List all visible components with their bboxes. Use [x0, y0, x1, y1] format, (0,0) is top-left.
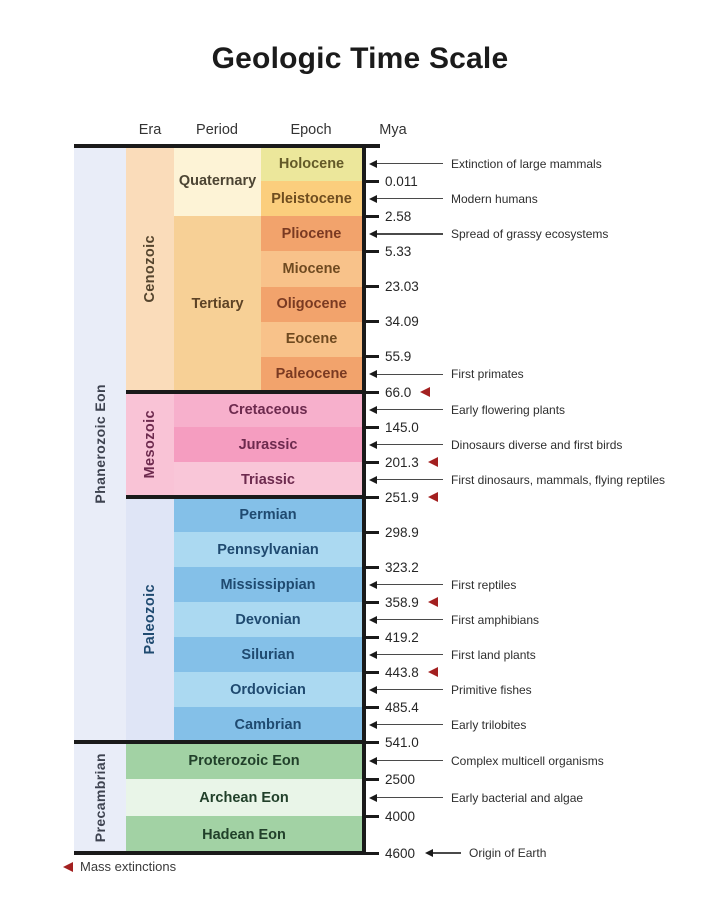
annotation-first-land-plants: First land plants: [451, 647, 536, 662]
annotation-row-first-reptiles: [369, 578, 516, 592]
mya-value-201.3: [385, 454, 438, 471]
mya-value-358.9: [385, 594, 438, 611]
annotation-row-first-primates: [369, 367, 524, 381]
mya-tick-2.58: [362, 215, 379, 218]
mya-value-text: 2.58: [385, 208, 412, 224]
mya-tick-443.8: [362, 671, 379, 674]
mass-extinction-triangle-icon: [428, 597, 438, 607]
band-jurassic: Jurassic: [174, 427, 362, 462]
mya-tick-323.2: [362, 566, 379, 569]
arrow-left-icon: [369, 160, 377, 168]
column-header-epoch: Epoch: [290, 122, 332, 138]
mya-value-2500: [385, 771, 415, 788]
annotation-first-amphibians: First amphibians: [451, 612, 540, 627]
era-block-cenozoic: [126, 146, 174, 392]
arrow-line: [433, 852, 461, 853]
mya-value-541.0: [385, 734, 419, 751]
mya-value-34.09: [385, 313, 419, 330]
mya-tick-4000: [362, 815, 379, 818]
mya-value-text: 443.8: [385, 664, 419, 680]
era-block-mesozoic: [126, 392, 174, 497]
arrow-left-icon: [369, 651, 377, 659]
band-pliocene: Pliocene: [261, 216, 362, 251]
band-silurian: Silurian: [174, 637, 362, 672]
mya-value-text: 34.09: [385, 314, 419, 330]
annotation-origin-of-earth: Origin of Earth: [469, 846, 547, 860]
separator-line-1: [126, 390, 366, 394]
mya-value-text: 5.33: [385, 243, 412, 259]
mya-tick-5.33: [362, 250, 379, 253]
mya-value-text: 485.4: [385, 699, 419, 715]
arrow-left-icon: [369, 230, 377, 238]
arrow-left-icon: [425, 849, 433, 857]
mya-value-text: 23.03: [385, 279, 419, 295]
band-pennsylvanian: Pennsylvanian: [174, 532, 362, 567]
mya-tick-34.09: [362, 320, 379, 323]
arrow-left-icon: [369, 686, 377, 694]
mass-extinction-triangle-icon: [428, 457, 438, 467]
arrow-line: [377, 797, 443, 798]
band-mississippian: Mississippian: [174, 567, 362, 602]
arrow-line: [377, 374, 443, 375]
column-header-era: Era: [138, 122, 162, 138]
mya-value-0.011: [385, 173, 418, 190]
mya-value-text: 541.0: [385, 734, 419, 750]
mya-value-text: 358.9: [385, 594, 419, 610]
mya-value-text: 55.9: [385, 349, 412, 365]
eon-block-precambrian: [74, 742, 126, 853]
band-eocene: Eocene: [261, 322, 362, 357]
mya-value-485.4: [385, 699, 419, 716]
mya-value-23.03: [385, 278, 419, 295]
mya-value-text: 251.9: [385, 489, 419, 505]
period-block-tertiary: Tertiary: [174, 216, 261, 392]
arrow-left-icon: [369, 441, 377, 449]
mya-value-text: 2500: [385, 771, 416, 787]
band-pleistocene: Pleistocene: [261, 181, 362, 216]
mya-tick-0.011: [362, 180, 379, 183]
mya-tick-358.9: [362, 601, 379, 604]
annotation-spread-of-grassy-ecosystems: Spread of grassy ecosystems: [451, 226, 609, 241]
mass-extinction-legend-label: Mass extinctions: [80, 859, 177, 874]
mass-extinction-triangle-icon: [420, 387, 430, 397]
eon-label-phanerozoic-eon: Phanerozoic Eon: [92, 384, 108, 504]
band-paleocene: Paleocene: [261, 357, 362, 392]
arrow-line: [377, 584, 443, 585]
mya-tick-485.4: [362, 706, 379, 709]
mya-tick-145.0: [362, 426, 379, 429]
annotation-row-dinosaurs-diverse-and-first-birds: [369, 438, 622, 452]
mya-value-text: 4000: [385, 808, 416, 824]
mya-value-298.9: [385, 524, 419, 541]
mya-value-251.9: [385, 489, 438, 506]
column-header-period: Period: [196, 122, 238, 138]
separator-line-4: [74, 851, 366, 855]
annotation-early-flowering-plants: Early flowering plants: [451, 402, 566, 417]
band-archean-eon: Archean Eon: [126, 779, 362, 816]
mya-value-text: 0.011: [385, 173, 418, 189]
era-label-mesozoic: Mesozoic: [142, 410, 158, 479]
mya-value-145.0: [385, 419, 419, 436]
mya-tick-4600: [362, 852, 379, 855]
band-cambrian: Cambrian: [174, 707, 362, 742]
mya-value-text: 298.9: [385, 524, 419, 540]
mya-value-2.58: [385, 208, 411, 225]
arrow-left-icon: [369, 581, 377, 589]
mya-value-text: 4600: [385, 845, 416, 861]
band-permian: Permian: [174, 497, 362, 532]
band-hadean-eon: Hadean Eon: [126, 816, 362, 853]
arrow-left-icon: [369, 794, 377, 802]
annotation-row-first-land-plants: [369, 648, 536, 662]
mya-value-419.2: [385, 629, 419, 646]
arrow-line: [377, 409, 443, 410]
annotation-row-primitive-fishes: [369, 683, 532, 697]
band-triassic: Triassic: [174, 462, 362, 497]
mya-tick-251.9: [362, 496, 379, 499]
annotation-extinction-of-large-mammals: Extinction of large mammals: [451, 156, 602, 171]
era-label-paleozoic: Paleozoic: [142, 584, 158, 655]
mya-value-text: 419.2: [385, 629, 419, 645]
arrow-line: [377, 689, 443, 690]
separator-line-0: [74, 144, 380, 148]
separator-line-3: [74, 740, 366, 744]
arrow-line: [377, 479, 443, 480]
mya-value-text: 66.0: [385, 384, 412, 400]
annotation-first-primates: First primates: [451, 367, 524, 382]
annotation-row-spread-of-grassy-ecosystems: [369, 227, 608, 241]
arrow-line: [377, 198, 443, 199]
arrow-left-icon: [369, 721, 377, 729]
annotation-early-bacterial-and-algae: Early bacterial and algae: [451, 790, 584, 805]
mya-value-5.33: [385, 243, 411, 260]
annotation-row-early-flowering-plants: [369, 403, 565, 417]
band-ordovician: Ordovician: [174, 672, 362, 707]
arrow-left-icon: [369, 370, 377, 378]
mya-value-4600: [385, 845, 546, 862]
arrow-left-icon: [369, 757, 377, 765]
mya-tick-201.3: [362, 461, 379, 464]
mya-value-443.8: [385, 664, 438, 681]
era-label-cenozoic: Cenozoic: [142, 235, 158, 303]
annotation-row-early-trilobites: [369, 718, 526, 732]
mya-value-text: 145.0: [385, 419, 419, 435]
separator-line-2: [126, 495, 366, 499]
arrow-left-icon: [369, 616, 377, 624]
mya-value-4000: [385, 808, 415, 825]
mya-tick-55.9: [362, 355, 379, 358]
band-proterozoic-eon: Proterozoic Eon: [126, 742, 362, 779]
mass-extinction-triangle-icon: [428, 667, 438, 677]
band-oligocene: Oligocene: [261, 287, 362, 322]
annotation-first-reptiles: First reptiles: [451, 577, 517, 592]
band-miocene: Miocene: [261, 251, 362, 286]
arrow-left-icon: [369, 476, 377, 484]
arrow-line: [377, 619, 443, 620]
eon-block-phanerozoic-eon: [74, 146, 126, 742]
annotation-first-dinosaurs-mammals-flying-reptiles: First dinosaurs, mammals, flying reptiles: [451, 472, 666, 487]
arrow-left-icon: [369, 406, 377, 414]
arrow-line: [377, 233, 443, 234]
annotation-row-first-dinosaurs-mammals-flying-reptiles: [369, 473, 665, 487]
band-cretaceous: Cretaceous: [174, 392, 362, 427]
mya-tick-2500: [362, 778, 379, 781]
mya-value-text: 201.3: [385, 454, 419, 470]
arrow-left-icon: [369, 195, 377, 203]
annotation-early-trilobites: Early trilobites: [451, 717, 527, 732]
era-block-paleozoic: [126, 497, 174, 742]
mya-value-text: 323.2: [385, 559, 419, 575]
annotation-row-first-amphibians: [369, 613, 539, 627]
mya-tick-298.9: [362, 531, 379, 534]
mya-value-55.9: [385, 348, 411, 365]
arrow-line: [377, 724, 443, 725]
mya-value-66.0: [385, 384, 430, 401]
annotation-complex-multicell-organisms: Complex multicell organisms: [451, 753, 604, 768]
annotation-row-early-bacterial-and-algae: [369, 791, 583, 805]
page-title: Geologic Time Scale: [211, 42, 509, 75]
annotation-row-modern-humans: [369, 192, 538, 206]
arrow-line: [377, 654, 443, 655]
mya-tick-541.0: [362, 741, 379, 744]
mass-extinction-triangle-icon: [428, 492, 438, 502]
band-holocene: Holocene: [261, 146, 362, 181]
mass-extinction-triangle-icon: [63, 862, 73, 872]
mya-tick-23.03: [362, 285, 379, 288]
arrow-line: [377, 163, 443, 164]
annotation-dinosaurs-diverse-and-first-birds: Dinosaurs diverse and first birds: [451, 437, 623, 452]
mya-tick-66.0: [362, 391, 379, 394]
column-header-mya: Mya: [379, 122, 407, 138]
annotation-primitive-fishes: Primitive fishes: [451, 682, 532, 697]
annotation-row-complex-multicell-organisms: [369, 754, 604, 768]
band-devonian: Devonian: [174, 602, 362, 637]
eon-label-precambrian: Precambrian: [92, 752, 108, 843]
period-block-quaternary: Quaternary: [174, 146, 261, 216]
arrow-line: [377, 444, 443, 445]
annotation-row-extinction-of-large-mammals: [369, 157, 602, 171]
mass-extinction-legend: [63, 859, 176, 874]
annotation-modern-humans: Modern humans: [451, 191, 538, 206]
arrow-line: [377, 760, 443, 761]
mya-tick-419.2: [362, 636, 379, 639]
mya-value-323.2: [385, 559, 419, 576]
